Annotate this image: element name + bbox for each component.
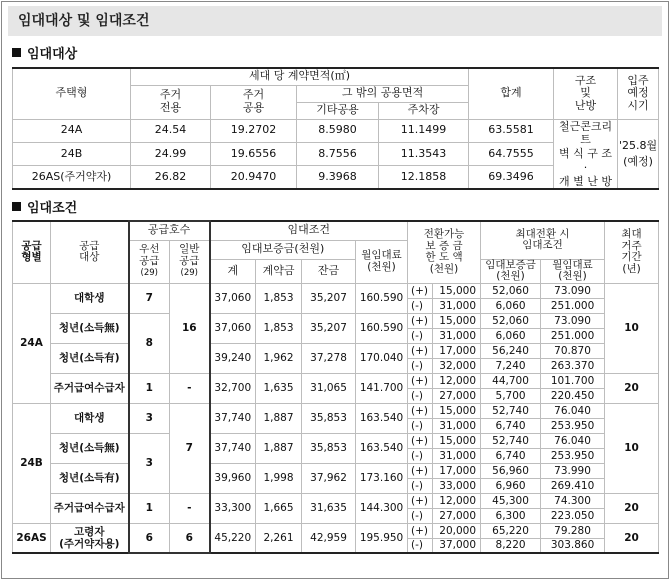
section-title-text: 임대대상	[27, 47, 78, 62]
cell-conv-minus: 33,000	[433, 478, 481, 493]
cell-type: 24B	[13, 142, 131, 165]
header-supply-type: 공급 형별	[13, 221, 51, 283]
section-title-text: 임대조건	[27, 201, 78, 216]
cell-rent-plus: 76.040	[541, 403, 605, 418]
cell-rent-minus: 223.050	[541, 508, 605, 523]
cell-target: 대학생	[51, 283, 129, 313]
header-other-common-group: 그 밖의 공용면적	[297, 85, 469, 102]
cell-dep-minus: 6,060	[481, 298, 541, 313]
cell-structure: 철근콘크리트 벽 식 구 조 · 개 별 난 방	[554, 119, 618, 189]
cell-target: 주거급여수급자	[51, 493, 129, 523]
cell-sign-plus: (+)	[408, 433, 433, 448]
cell-conv-plus: 15,000	[433, 283, 481, 298]
cell-priority: 8	[129, 313, 170, 373]
cell-sum: 37,060	[210, 313, 256, 343]
cell-dep-minus: 7,240	[481, 358, 541, 373]
header-max-rent: 월임대료 (천원)	[541, 259, 605, 283]
cell-sign-minus: (-)	[408, 538, 433, 553]
header-supply-units: 공급호수	[129, 221, 210, 240]
cell-sign-plus: (+)	[408, 343, 433, 358]
cell-balance: 31,635	[302, 493, 356, 523]
cell-other: 8.7556	[297, 142, 379, 165]
cell-supply-type: 26AS	[13, 523, 51, 553]
cell-conv-minus: 37,000	[433, 538, 481, 553]
cell-contract: 1,962	[256, 343, 302, 373]
header-balance: 잔금	[302, 259, 356, 283]
cell-sign-minus: (-)	[408, 478, 433, 493]
cell-dep-plus: 45,300	[481, 493, 541, 508]
cell-dep-minus: 6,960	[481, 478, 541, 493]
cell-type: 26AS(주거약자)	[13, 166, 131, 189]
cell-rent: 163.540	[356, 403, 408, 433]
cell-conv-plus: 20,000	[433, 523, 481, 538]
cell-total: 64.7555	[469, 142, 554, 165]
header-general: 일반 공급 (29)	[170, 240, 210, 283]
cell-sign-minus: (-)	[408, 358, 433, 373]
header-other-common: 기타공용	[297, 102, 379, 119]
cell-total: 69.3496	[469, 166, 554, 189]
table-row	[13, 403, 659, 418]
cell-rent-minus: 253.950	[541, 448, 605, 463]
cell-rent-minus: 251.000	[541, 328, 605, 343]
cell-general: 7	[170, 403, 210, 493]
cell-conv-minus: 31,000	[433, 448, 481, 463]
cell-sum: 33,300	[210, 493, 256, 523]
cell-dep-minus: 8,220	[481, 538, 541, 553]
cell-contract: 1,998	[256, 463, 302, 493]
cell-other: 9.3968	[297, 166, 379, 189]
cell-sign-plus: (+)	[408, 463, 433, 478]
header-deposit-group: 임대보증금(천원)	[210, 240, 356, 259]
cell-period: 10	[605, 403, 659, 493]
cell-conv-minus: 31,000	[433, 328, 481, 343]
cell-dep-minus: 6,740	[481, 448, 541, 463]
cell-contract: 1,887	[256, 403, 302, 433]
cell-dep-plus: 44,700	[481, 373, 541, 388]
cell-rent: 173.160	[356, 463, 408, 493]
cell-dep-minus: 5,700	[481, 388, 541, 403]
cell-dep-minus: 6,740	[481, 418, 541, 433]
cell-rent-plus: 101.700	[541, 373, 605, 388]
cell-balance: 37,278	[302, 343, 356, 373]
cell-sign-plus: (+)	[408, 283, 433, 298]
header-sum: 계	[210, 259, 256, 283]
cell-balance: 31,065	[302, 373, 356, 403]
cell-target: 청년(소득無)	[51, 433, 129, 463]
cell-period: 20	[605, 493, 659, 523]
cell-common: 19.6556	[211, 142, 297, 165]
cell-conv-minus: 27,000	[433, 388, 481, 403]
header-total: 합계	[469, 68, 554, 119]
page-title: 임대대상 및 임대조건	[8, 6, 662, 36]
header-residential-exclusive: 주거 전용	[131, 85, 211, 119]
cell-sign-minus: (-)	[408, 448, 433, 463]
header-parking: 주차장	[379, 102, 469, 119]
cell-priority: 3	[129, 433, 170, 493]
cell-conv-minus: 31,000	[433, 418, 481, 433]
cell-conv-plus: 15,000	[433, 403, 481, 418]
cell-target-line: (주거약자용)	[59, 537, 120, 550]
rental-target-table	[12, 67, 659, 190]
header-convertible: 전환가능 보 증 금 한 도 액 (천원)	[408, 221, 481, 283]
cell-rent: 195.950	[356, 523, 408, 553]
cell-rent-plus: 73.090	[541, 313, 605, 328]
cell-dep-plus: 52,060	[481, 283, 541, 298]
header-area-group: 세대 당 계약면적(㎡)	[131, 68, 469, 85]
section-title-conditions	[12, 201, 77, 217]
cell-priority: 3	[129, 403, 170, 433]
table-row	[13, 343, 659, 358]
header-movein: 입주 예정 시기	[618, 68, 659, 119]
cell-rent-plus: 70.870	[541, 343, 605, 358]
header-monthly-rent: 월임대료 (천원)	[356, 240, 408, 283]
cell-sign-minus: (-)	[408, 418, 433, 433]
rental-conditions-table	[12, 220, 659, 554]
header-contract: 계약금	[256, 259, 302, 283]
table-row	[13, 313, 659, 328]
table-row	[13, 463, 659, 478]
square-bullet-icon	[12, 48, 21, 57]
cell-exclusive: 24.99	[131, 142, 211, 165]
cell-sum: 32,700	[210, 373, 256, 403]
cell-sign-minus: (-)	[408, 298, 433, 313]
cell-rent: 141.700	[356, 373, 408, 403]
header-max-deposit: 임대보증금 (천원)	[481, 259, 541, 283]
cell-conv-minus: 32,000	[433, 358, 481, 373]
cell-rent-minus: 253.950	[541, 418, 605, 433]
cell-sign-plus: (+)	[408, 313, 433, 328]
square-bullet-icon	[12, 202, 21, 211]
cell-rent-minus: 251.000	[541, 298, 605, 313]
cell-exclusive: 24.54	[131, 119, 211, 142]
cell-conv-minus: 27,000	[433, 508, 481, 523]
cell-target	[51, 523, 129, 553]
cell-conv-plus: 12,000	[433, 373, 481, 388]
cell-contract: 1,853	[256, 313, 302, 343]
cell-priority: 7	[129, 283, 170, 313]
cell-priority: 1	[129, 493, 170, 523]
table-row	[13, 119, 659, 142]
cell-contract: 1,635	[256, 373, 302, 403]
cell-sum: 37,060	[210, 283, 256, 313]
cell-other: 8.5980	[297, 119, 379, 142]
table-row	[13, 523, 659, 538]
cell-dep-minus: 6,300	[481, 508, 541, 523]
cell-common: 19.2702	[211, 119, 297, 142]
cell-target: 청년(소득有)	[51, 463, 129, 493]
cell-general: 6	[170, 523, 210, 553]
cell-sum: 37,740	[210, 403, 256, 433]
cell-rent-plus: 76.040	[541, 433, 605, 448]
cell-dep-plus: 56,240	[481, 343, 541, 358]
cell-priority: 6	[129, 523, 170, 553]
cell-target: 청년(소득有)	[51, 343, 129, 373]
cell-contract: 1,887	[256, 433, 302, 463]
cell-rent-minus: 263.370	[541, 358, 605, 373]
cell-rent-minus: 303.860	[541, 538, 605, 553]
header-supply-target: 공급 대상	[51, 221, 129, 283]
header-housing-type: 주택형	[13, 68, 131, 119]
cell-supply-type: 24A	[13, 283, 51, 403]
cell-exclusive: 26.82	[131, 166, 211, 189]
cell-contract: 2,261	[256, 523, 302, 553]
cell-general: -	[170, 373, 210, 403]
cell-balance: 37,962	[302, 463, 356, 493]
cell-rent: 144.300	[356, 493, 408, 523]
cell-rent-minus: 269.410	[541, 478, 605, 493]
cell-conv-plus: 17,000	[433, 463, 481, 478]
header-max-period: 최대 거주 기간 (년)	[605, 221, 659, 283]
cell-rent-plus: 74.300	[541, 493, 605, 508]
cell-balance: 42,959	[302, 523, 356, 553]
cell-conv-plus: 17,000	[433, 343, 481, 358]
cell-balance: 35,853	[302, 433, 356, 463]
header-structure: 구조 및 난방	[554, 68, 618, 119]
cell-sign-minus: (-)	[408, 508, 433, 523]
cell-contract: 1,665	[256, 493, 302, 523]
cell-parking: 11.3543	[379, 142, 469, 165]
cell-rent-plus: 73.090	[541, 283, 605, 298]
cell-sum: 39,240	[210, 343, 256, 373]
cell-total: 63.5581	[469, 119, 554, 142]
cell-rent: 163.540	[356, 433, 408, 463]
cell-sign-plus: (+)	[408, 493, 433, 508]
header-max-conversion: 최대전환 시 임대조건	[481, 221, 605, 259]
cell-rent: 170.040	[356, 343, 408, 373]
cell-dep-plus: 52,740	[481, 433, 541, 448]
cell-balance: 35,853	[302, 403, 356, 433]
cell-sum: 45,220	[210, 523, 256, 553]
header-residential-common: 주거 공용	[211, 85, 297, 119]
cell-common: 20.9470	[211, 166, 297, 189]
cell-target-line: 고령자	[74, 525, 105, 538]
cell-supply-type: 24B	[13, 403, 51, 523]
cell-period: 10	[605, 283, 659, 373]
cell-conv-minus: 31,000	[433, 298, 481, 313]
header-priority: 우선 공급 (29)	[129, 240, 170, 283]
cell-sign-plus: (+)	[408, 523, 433, 538]
section-title-target	[12, 47, 77, 63]
cell-movein: '25.8월 (예정)	[618, 119, 659, 189]
cell-dep-plus: 52,060	[481, 313, 541, 328]
cell-dep-plus: 56,960	[481, 463, 541, 478]
cell-dep-plus: 52,740	[481, 403, 541, 418]
cell-rent: 160.590	[356, 313, 408, 343]
cell-sign-plus: (+)	[408, 403, 433, 418]
cell-type: 24A	[13, 119, 131, 142]
table-row	[13, 433, 659, 448]
cell-dep-minus: 6,060	[481, 328, 541, 343]
cell-general: 16	[170, 283, 210, 373]
cell-dep-plus: 65,220	[481, 523, 541, 538]
cell-priority: 1	[129, 373, 170, 403]
cell-balance: 35,207	[302, 313, 356, 343]
cell-conv-plus: 15,000	[433, 313, 481, 328]
cell-rent: 160.590	[356, 283, 408, 313]
cell-sign-plus: (+)	[408, 373, 433, 388]
cell-balance: 35,207	[302, 283, 356, 313]
cell-conv-plus: 12,000	[433, 493, 481, 508]
cell-parking: 12.1858	[379, 166, 469, 189]
cell-target: 청년(소득無)	[51, 313, 129, 343]
cell-sign-minus: (-)	[408, 388, 433, 403]
cell-contract: 1,853	[256, 283, 302, 313]
cell-rent-plus: 79.280	[541, 523, 605, 538]
cell-period: 20	[605, 523, 659, 553]
cell-target: 대학생	[51, 403, 129, 433]
cell-sum: 37,740	[210, 433, 256, 463]
cell-target: 주거급여수급자	[51, 373, 129, 403]
cell-rent-minus: 220.450	[541, 388, 605, 403]
table-row	[13, 493, 659, 508]
table-row	[13, 283, 659, 298]
cell-period: 20	[605, 373, 659, 403]
cell-general: -	[170, 493, 210, 523]
cell-sign-minus: (-)	[408, 328, 433, 343]
cell-conv-plus: 15,000	[433, 433, 481, 448]
cell-rent-plus: 73.990	[541, 463, 605, 478]
cell-sum: 39,960	[210, 463, 256, 493]
cell-parking: 11.1499	[379, 119, 469, 142]
table-row	[13, 373, 659, 388]
header-conditions: 임대조건	[210, 221, 408, 240]
